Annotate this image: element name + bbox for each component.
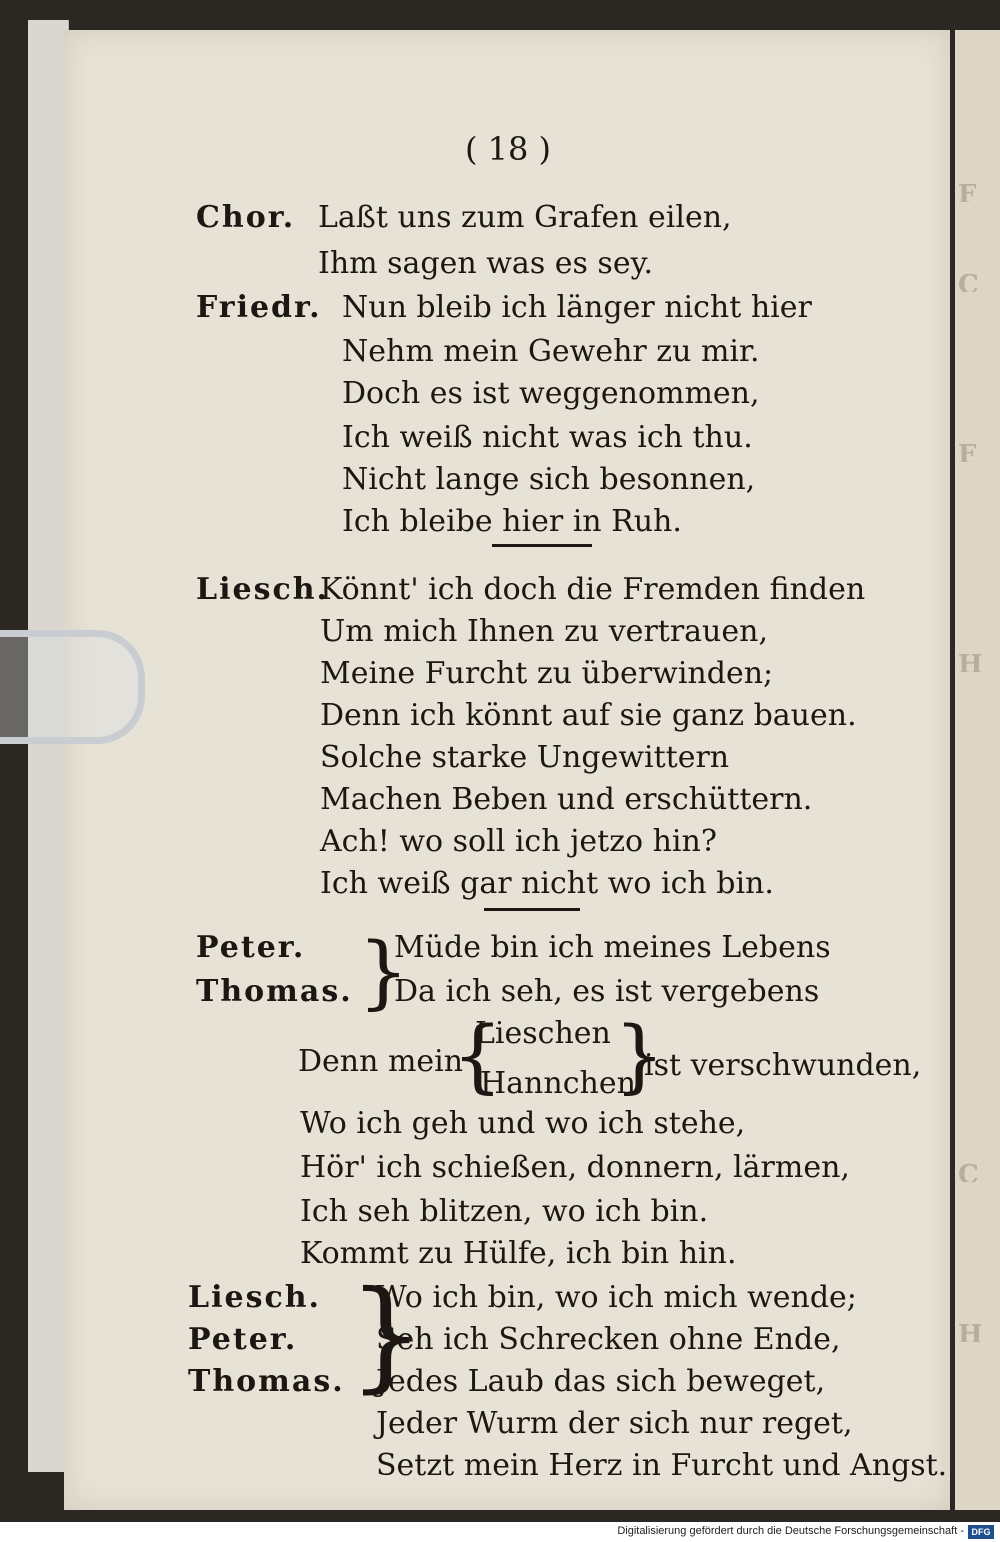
bleed-through: F xyxy=(958,440,977,462)
verse-line: Müde bin ich meines Lebens xyxy=(394,930,831,965)
verse-line: Könnt' ich doch die Fremden finden xyxy=(320,572,866,607)
speaker-label: Peter. xyxy=(196,930,306,965)
brace: } xyxy=(348,1266,425,1405)
bleed-through: C xyxy=(958,1160,979,1182)
name-option: Lieschen xyxy=(475,1016,611,1051)
bleed-through: F xyxy=(958,180,977,202)
verse-line: Machen Beben und erschüttern. xyxy=(320,782,813,817)
backboard xyxy=(28,20,69,1472)
speaker-label: Peter. xyxy=(188,1322,298,1357)
verse-line: Setzt mein Herz in Furcht und Angst. xyxy=(376,1448,948,1483)
verse-line: Ich seh blitzen, wo ich bin. xyxy=(300,1194,709,1229)
footer-bar xyxy=(0,1522,1000,1542)
verse-line: Denn mein xyxy=(298,1044,464,1079)
verse-line: Ich weiß nicht was ich thu. xyxy=(342,420,753,455)
verse-line: ist verschwunden, xyxy=(644,1048,922,1083)
verse-line: Kommt zu Hülfe, ich bin hin. xyxy=(300,1236,737,1271)
bleed-through: C xyxy=(958,270,979,292)
speaker-label: Thomas. xyxy=(188,1364,345,1399)
verse-line: Nun bleib ich länger nicht hier xyxy=(342,290,812,325)
verse-line: Jedes Laub das sich beweget, xyxy=(376,1364,826,1399)
verse-line: Ihm sagen was es sey. xyxy=(318,246,654,281)
section-rule xyxy=(492,544,592,547)
verse-line: Nehm mein Gewehr zu mir. xyxy=(342,334,760,369)
bleed-through: H xyxy=(958,1320,983,1342)
facing-page-edge xyxy=(955,30,1000,1510)
speaker-label: Thomas. xyxy=(196,974,353,1009)
verse-line: Jeder Wurm der sich nur reget, xyxy=(376,1406,853,1441)
footer-text: Digitalisierung gefördert durch die Deutsche Forschungsgemeinschaft - xyxy=(617,1525,964,1537)
verse-line: Hör' ich schießen, donnern, lärmen, xyxy=(300,1150,850,1185)
speaker-label: Chor. xyxy=(196,200,296,235)
verse-line: Wo ich geh und wo ich stehe, xyxy=(300,1106,746,1141)
speaker-label: Liesch. xyxy=(188,1280,321,1315)
verse-line: Ich weiß gar nicht wo ich bin. xyxy=(320,866,774,901)
verse-line: Ach! wo soll ich jetzo hin? xyxy=(320,824,717,859)
verse-line: Solche starke Ungewittern xyxy=(320,740,730,775)
verse-line: Wo ich bin, wo ich mich wende; xyxy=(376,1280,857,1315)
verse-line: Meine Furcht zu überwinden; xyxy=(320,656,774,691)
name-option: Hannchen xyxy=(480,1066,636,1101)
speaker-label: Liesch. xyxy=(196,572,329,607)
dfg-logo: DFG xyxy=(968,1525,994,1539)
verse-line: Ich bleibe hier in Ruh. xyxy=(342,504,682,539)
verse-line: Da ich seh, es ist vergebens xyxy=(394,974,820,1009)
verse-line: Doch es ist weggenommen, xyxy=(342,376,760,411)
section-rule xyxy=(484,908,580,911)
page-number: ( 18 ) xyxy=(465,130,552,168)
verse-line: Nicht lange sich besonnen, xyxy=(342,462,756,497)
bleed-through: H xyxy=(958,650,983,672)
brace: } xyxy=(358,925,409,1018)
brace: } xyxy=(614,1009,665,1102)
page-clip xyxy=(0,630,145,744)
verse-line: Um mich Ihnen zu vertrauen, xyxy=(320,614,768,649)
verse-line: Laßt uns zum Grafen eilen, xyxy=(318,200,732,235)
verse-line: Seh ich Schrecken ohne Ende, xyxy=(376,1322,841,1357)
verse-line: Denn ich könnt auf sie ganz bauen. xyxy=(320,698,857,733)
brace: { xyxy=(452,1009,503,1102)
speaker-label: Friedr. xyxy=(196,290,322,325)
